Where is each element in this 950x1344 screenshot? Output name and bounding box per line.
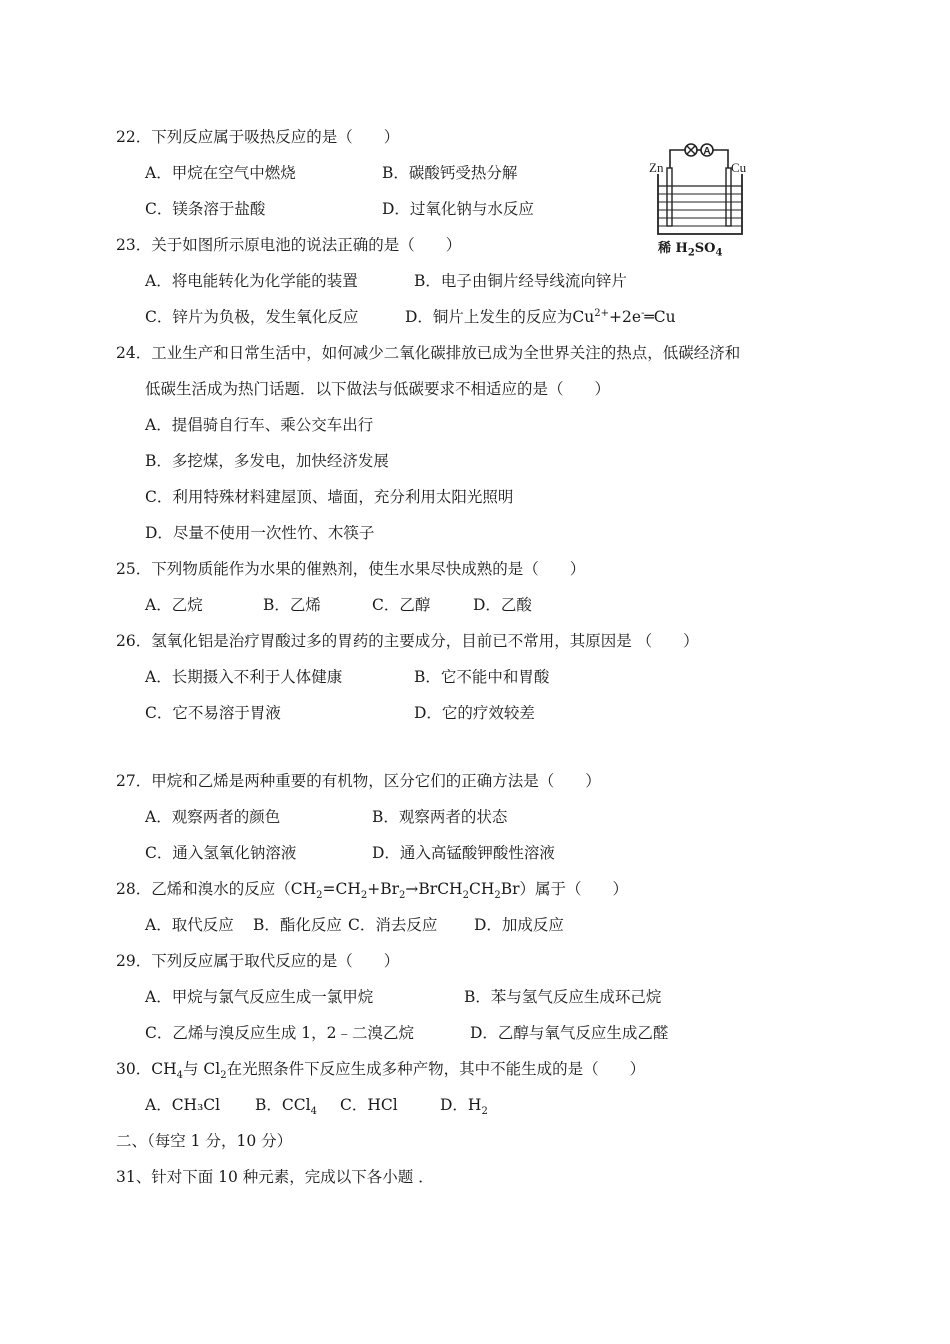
q24-stem-line1: 24．工业生产和日常生活中，如何减少二氧化碳排放已成为全世界关注的热点，低碳经济和	[116, 344, 741, 362]
q30-option-b: B．CCl$_4$	[255, 1096, 317, 1118]
q22-option-c: C．镁条溶于盐酸	[145, 200, 266, 218]
q23-option-b: B．电子由铜片经导线流向锌片	[414, 272, 627, 290]
q26-option-a: A．长期摄入不利于人体健康	[145, 668, 343, 686]
q24-stem-line2: 低碳生活成为热门话题．以下做法与低碳要求不相适应的是（ ）	[145, 380, 611, 398]
zn-label: Zn	[649, 160, 664, 175]
q23-option-c: C．锌片为负极，发生氧化反应	[145, 308, 359, 326]
q26-stem: 26．氢氧化铝是治疗胃酸过多的胃药的主要成分，目前已不常用，其原因是 （ ）	[116, 632, 699, 650]
q29-option-b: B．苯与氢气反应生成环己烷	[464, 988, 662, 1006]
q29-option-c: C．乙烯与溴反应生成 1，2﹣二溴乙烷	[145, 1024, 415, 1042]
q30-stem: 30．$CH_4$与 $Cl_2$在光照条件下反应生成多种产物，其中不能生成的是（ ）	[116, 1060, 646, 1082]
q27-option-b: B．观察两者的状态	[372, 808, 508, 826]
q25-stem: 25．下列物质能作为水果的催熟剂，使生水果尽快成熟的是（ ）	[116, 560, 586, 578]
q24-option-b: B．多挖煤，多发电，加快经济发展	[145, 452, 389, 470]
q27-option-d: D．通入高锰酸钾酸性溶液	[372, 844, 555, 862]
q25-option-d: D．乙酸	[473, 596, 532, 614]
section-2-title: 二、（每空 1 分，10 分）	[116, 1132, 293, 1150]
galvanic-cell-figure	[648, 134, 754, 260]
q26-option-b: B．它不能中和胃酸	[414, 668, 550, 686]
q24-option-d: D．尽量不使用一次性竹、木筷子	[145, 524, 375, 542]
q27-stem: 27．甲烷和乙烯是两种重要的有机物，区分它们的正确方法是（ ）	[116, 772, 601, 790]
q28-option-a: A．取代反应	[145, 916, 234, 934]
q22-stem: 22．下列反应属于吸热反应的是（ ）	[116, 128, 400, 146]
q28-option-b: B．酯化反应	[253, 916, 342, 934]
cu-label: Cu	[731, 160, 747, 175]
q23-option-a: A．将电能转化为化学能的装置	[145, 272, 358, 290]
q27-option-a: A．观察两者的颜色	[145, 808, 281, 826]
q28-stem: 28．乙烯和溴水的反应$(CH_2=CH_2+Br_2\to BrCH_2CH_2Br)$属于（ ）	[116, 880, 629, 902]
q27-option-c: C．通入氢氧化钠溶液	[145, 844, 297, 862]
q29-option-a: A．甲烷与氯气反应生成一氯甲烷	[145, 988, 374, 1006]
q29-option-d: D．乙醇与氧气反应生成乙醛	[470, 1024, 669, 1042]
svg-text:A: A	[703, 146, 711, 157]
q25-option-c: C．乙醇	[372, 596, 431, 614]
q30-option-a: A．CH₃Cl	[145, 1096, 221, 1114]
q22-option-d: D．过氧化钠与水反应	[382, 200, 534, 218]
q30-option-d: D．$H_2$	[440, 1096, 488, 1118]
q23-option-d: D．铜片上发生的反应为$Cu^{2+}+2e^-═Cu$	[405, 307, 676, 326]
q22-option-a: A．甲烷在空气中燃烧	[145, 164, 296, 182]
q29-stem: 29．下列反应属于取代反应的是（ ）	[116, 952, 400, 970]
q26-option-c: C．它不易溶于胃液	[145, 704, 281, 722]
q22-option-b: B．碳酸钙受热分解	[382, 164, 518, 182]
q24-option-c: C．利用特殊材料建屋顶、墙面，充分利用太阳光照明	[145, 488, 514, 506]
q26-option-d: D．它的疗效较差	[414, 704, 535, 722]
q24-option-a: A．提倡骑自行车、乘公交车出行	[145, 416, 374, 434]
q30-option-c: C．HCl	[340, 1096, 398, 1114]
q28-option-d: D．加成反应	[474, 916, 564, 934]
q25-option-b: B．乙烯	[263, 596, 321, 614]
electrolyte-caption: 稀 $H_2SO_4$	[658, 241, 723, 259]
q25-option-a: A．乙烷	[145, 596, 203, 614]
q23-stem: 23．关于如图所示原电池的说法正确的是（ ）	[116, 236, 462, 254]
q31-stem: 31、针对下面 10 种元素，完成以下各小题 ．	[116, 1168, 434, 1186]
q28-option-c: C．消去反应	[348, 916, 438, 934]
